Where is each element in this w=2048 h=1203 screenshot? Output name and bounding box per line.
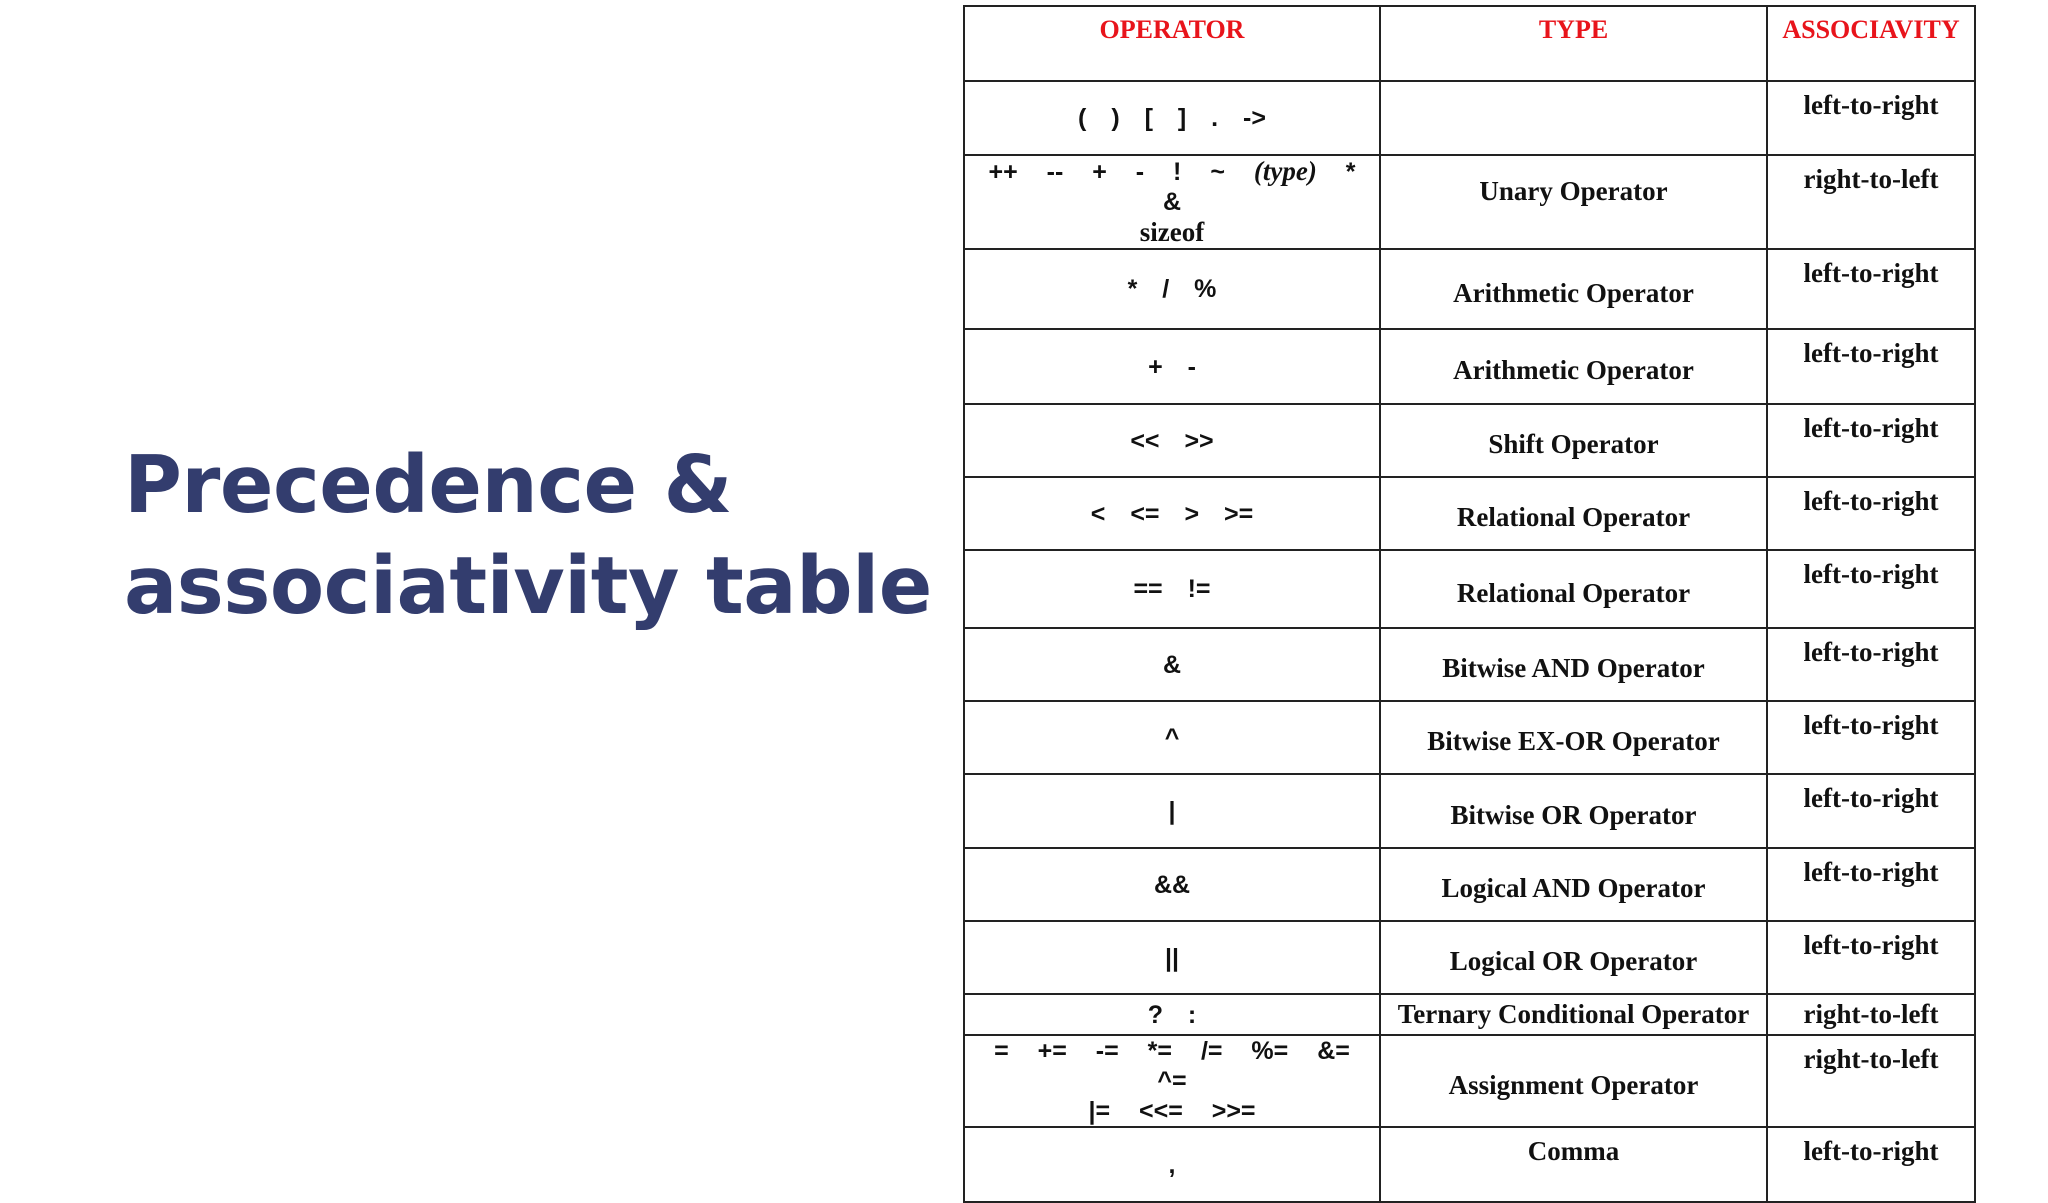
table-row [964,550,1975,628]
assoc-cell: left-to-right [1767,701,1975,774]
type-cell: Assignment Operator [1380,1035,1767,1127]
operator-cell: == != [964,550,1380,628]
operator-symbols-rest: * & [1162,158,1356,216]
operator-cell: ( ) [ ] . -> [964,81,1380,155]
assoc-cell: right-to-left [1767,1035,1975,1127]
assoc-cell: left-to-right [1767,1127,1975,1202]
operator-cell: << >> [964,404,1380,477]
operator-assign-line-1: = += -= *= /= %= &= ^= [994,1037,1350,1095]
type-cell: Bitwise OR Operator [1380,774,1767,848]
operator-symbols: ++ -- + - ! ~ [988,158,1225,186]
operator-cell: * / % [964,249,1380,329]
assoc-cell: left-to-right [1767,774,1975,848]
type-cell: Relational Operator [1380,550,1767,628]
header-operator: OPERATOR [964,6,1380,81]
operator-cell: , [964,1127,1380,1202]
table-row [964,921,1975,994]
table-row [964,628,1975,701]
precedence-table [963,5,1976,1203]
operator-assign-line-2: |= <<= >>= [1088,1097,1256,1125]
table-row [964,774,1975,848]
operator-cell: ? : [964,994,1380,1035]
assoc-cell: left-to-right [1767,477,1975,550]
slide-title [124,435,932,637]
operator-cell: & [964,628,1380,701]
operator-cell: + - [964,329,1380,404]
type-cell: Arithmetic Operator [1380,249,1767,329]
header-type: TYPE [1380,6,1767,81]
table-row [964,1127,1975,1202]
table-row [964,477,1975,550]
table-row [964,249,1975,329]
operator-type-cast: (type) [1253,156,1317,186]
table-row [964,329,1975,404]
assoc-cell: left-to-right [1767,921,1975,994]
table-row [964,701,1975,774]
assoc-cell: left-to-right [1767,848,1975,921]
type-cell: Ternary Conditional Operator [1380,994,1767,1035]
table-row [964,81,1975,155]
operator-cell: && [964,848,1380,921]
assoc-cell: left-to-right [1767,628,1975,701]
operator-cell [964,1035,1380,1127]
type-cell: Shift Operator [1380,404,1767,477]
type-cell: Unary Operator [1380,155,1767,249]
operator-cell: ^ [964,701,1380,774]
assoc-cell: left-to-right [1767,329,1975,404]
type-cell [1380,81,1767,155]
assoc-cell: left-to-right [1767,81,1975,155]
type-cell: Logical OR Operator [1380,921,1767,994]
type-cell: Comma [1380,1127,1767,1202]
assoc-cell: left-to-right [1767,550,1975,628]
assoc-cell: right-to-left [1767,994,1975,1035]
header-associativity: ASSOCIAVITY [1767,6,1975,81]
operator-sizeof: sizeof [1139,217,1205,247]
slide-title-line-1: Precedence & [124,439,733,531]
type-cell: Relational Operator [1380,477,1767,550]
table-row [964,848,1975,921]
operator-cell: < <= > >= [964,477,1380,550]
operator-cell: || [964,921,1380,994]
table-row [964,404,1975,477]
table-row [964,1035,1975,1127]
slide-title-line-2: associativity table [124,540,932,632]
type-cell: Bitwise AND Operator [1380,628,1767,701]
operator-cell: | [964,774,1380,848]
assoc-cell: right-to-left [1767,155,1975,249]
table-row [964,994,1975,1035]
operator-cell [964,155,1380,249]
table-header-row [964,6,1975,81]
table-row [964,155,1975,249]
assoc-cell: left-to-right [1767,404,1975,477]
assoc-cell: left-to-right [1767,249,1975,329]
type-cell: Bitwise EX-OR Operator [1380,701,1767,774]
type-cell: Arithmetic Operator [1380,329,1767,404]
type-cell: Logical AND Operator [1380,848,1767,921]
